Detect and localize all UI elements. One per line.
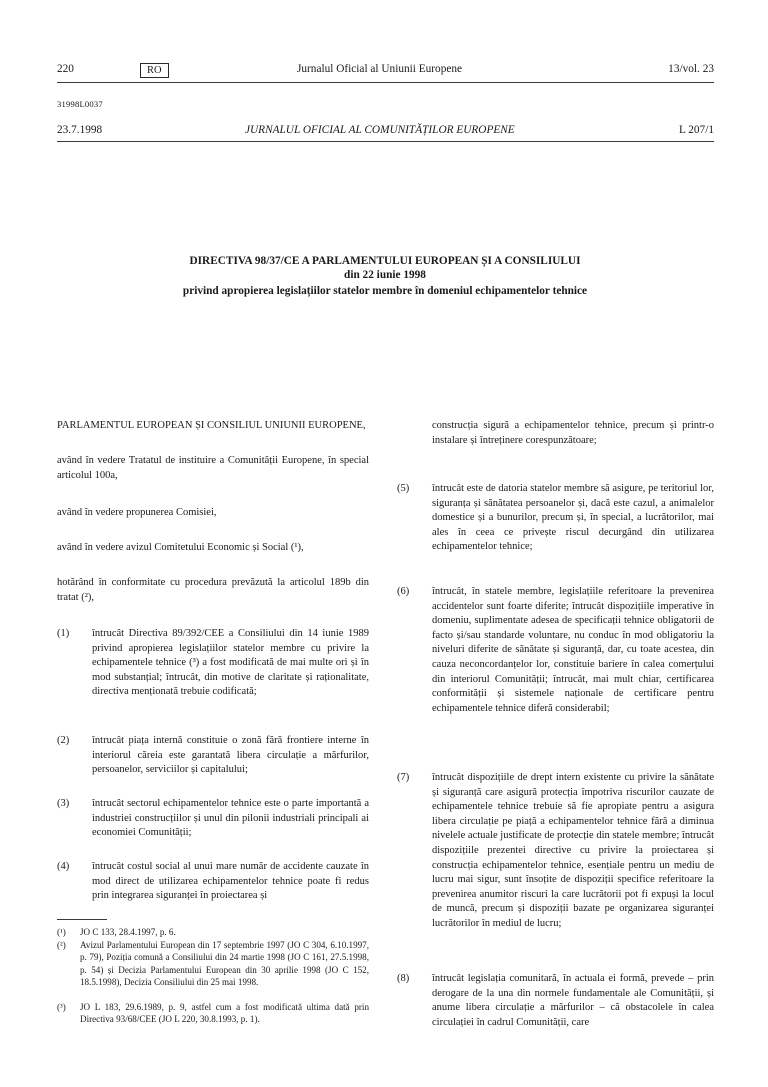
recital-5 xyxy=(397,482,714,557)
recital-number: (1) xyxy=(57,628,70,639)
recital-3 xyxy=(57,797,369,847)
citation-committee: având în vedere avizul Comitetului Economic și Social (¹), xyxy=(57,542,304,553)
recital-number: (8) xyxy=(397,973,410,984)
recital-text: întrucât este de datoria statelor membre să asigure, pe teritoriul lor, siguranța și sănătatea persoanelor și, dacă este cazul, a animalelor domestice și a bunurilor, precum și, în special, a lucrătorilor, mai ales în ceea ce privește riscul decurgând din utilizarea echipamentelor tehnice; xyxy=(432,483,714,553)
preamble-intro: PARLAMENTUL EUROPEAN ȘI CONSILIUL UNIUNII EUROPENE, xyxy=(57,420,366,431)
footnote-3 xyxy=(57,1001,369,1027)
footnote-2 xyxy=(57,939,369,1001)
recital-text: întrucât legislația comunitară, în actuala ei formă, prevede – prin derogare de la una din normele fundamentale ale Comunității, și anume libera circulație a mărfurilor – că obstacolele în calea circulației în cadrul Comunității, care xyxy=(432,973,714,1028)
directive-title-subject: privind apropierea legislațiilor statelor membre în domeniul echipamentelor tehnice xyxy=(182,285,588,297)
footnote-1 xyxy=(57,926,369,939)
directive-title-date: din 22 iunie 1998 xyxy=(344,269,426,281)
recital-2 xyxy=(57,734,369,784)
recital-text: întrucât, în statele membre, legislațiile referitoare la prevenirea accidentelor sunt foarte diferite; întrucât dispozițiile imperative în domeniu, suplimentate adesea de specificații tehnice obligatorii de facto și/sau standarde voluntare, nu conduc în mod obligatoriu la niveluri diferite de sănătate și siguranță, dar, cu toate acestea, din cauza neconcordanțelor lor, constituie bariere în calea comerțului din interiorul Comunității; întrucât, mai mult chiar, certificarea conformității și sistemele naționale de certificare pentru echipamentele tehnice diferă considerabil; xyxy=(432,586,714,714)
recital-text: întrucât dispozițiile de drept intern existente cu privire la sănătate și siguranță care asigură protecția împotriva riscurilor cauzate de echipamentele tehnice trebuie să fie apropiate pentru a asigura libera circulație pe piață a echipamentelor tehnice fără a diminua nivelele actuale justificate de protecție din statele membre; întrucât dispozițiile prezentei directive cu privire la proiectarea și construcția echipamentelor tehnice, esențiale pentru un mediu de lucru mai sigur, sunt însoțite de dispoziții specifice referitoare la prevenirea anumitor riscuri la care lucrătorii pot fi expuși la locul de muncă, precum și dispoziții bazate pe organizarea siguranței lucrătorilor în mediul de lucru; xyxy=(432,772,714,929)
footnote-marker: (³) xyxy=(57,1002,66,1012)
recital-number: (4) xyxy=(57,861,70,872)
recital-number: (2) xyxy=(57,735,70,746)
original-reference: L 207/1 xyxy=(678,124,714,136)
celex-number: 31998L0037 xyxy=(57,99,103,109)
recital-4 xyxy=(57,860,369,910)
header-rule xyxy=(57,82,714,83)
recital-8 xyxy=(397,972,714,1032)
footnote-text: JO C 133, 28.4.1997, p. 6. xyxy=(80,927,176,937)
recital-text: întrucât sectorul echipamentelor tehnice este o parte importantă a industriei construcțiilor și unul din pilonii industriali principali ai economiei Comunității; xyxy=(92,798,369,839)
recital-4-continuation: construcția sigură a echipamentelor tehnice, precum și printr-o instalare și întreținere corespunzătoare; xyxy=(432,420,714,446)
original-header-rule xyxy=(57,141,714,142)
recital-text: întrucât costul social al unui mare număr de accidente cauzate în mod direct de utilizarea echipamentelor tehnice poate fi redus prin integrarea siguranței în proiectarea și xyxy=(92,861,369,902)
footnote-separator xyxy=(57,919,107,920)
citation-treaty: având în vedere Tratatul de instituire a Comunității Europene, în special articolul 100a, xyxy=(57,455,369,481)
recital-text: întrucât piața internă constituie o zonă fără frontiere interne în interiorul căreia este garantată libera circulație a mărfurilor, persoanelor, serviciilor și capitalului; xyxy=(92,735,369,776)
citation-procedure: hotărând în conformitate cu procedura prevăzută la articolul 189b din tratat (²), xyxy=(57,577,369,603)
footnote-marker: (¹) xyxy=(57,927,66,937)
recital-1 xyxy=(57,627,369,707)
footnote-text: Avizul Parlamentului European din 17 septembrie 1997 (JO C 304, 6.10.1997, p. 79), Poziția comună a Consiliului din 24 martie 1998 (JO C 161, 27.5.1998, p. 54) și Decizia Parlamentului European din 30 aprilie 1998 (JO C 152, 18.5.1998), Decizia Consiliului din 25 mai 1998. xyxy=(80,940,369,988)
recital-number: (5) xyxy=(397,483,410,494)
recital-text: întrucât Directiva 89/392/CEE a Consiliului din 14 iunie 1989 privind apropierea legislațiilor statelor membre cu privire la echipamentele tehnice (³) a fost modificată de mai multe ori și în mod substanțial; întrucât, din motive de claritate și raționalitate, directiva menționată trebuie codificată; xyxy=(92,628,369,698)
citation-commission: având în vedere propunerea Comisiei, xyxy=(57,507,217,518)
volume-number: 13/vol. 23 xyxy=(668,63,714,75)
recital-number: (3) xyxy=(57,798,70,809)
directive-title-line1: DIRECTIVA 98/37/CE A PARLAMENTULUI EUROPEAN ȘI A CONSILIULUI xyxy=(189,255,581,267)
recital-number: (6) xyxy=(397,586,410,597)
footnote-marker: (²) xyxy=(57,940,66,950)
recital-7 xyxy=(397,771,714,936)
footnote-text: JO L 183, 29.6.1989, p. 9, astfel cum a fost modificată ultima dată prin Directiva 93/68/CEE (JO L 220, 30.8.1993, p. 1). xyxy=(80,1002,369,1025)
recital-6 xyxy=(397,585,714,735)
recital-number: (7) xyxy=(397,772,410,783)
language-code-box: RO xyxy=(140,63,169,78)
page-number: 220 xyxy=(57,63,74,75)
original-journal-title: JURNALUL OFICIAL AL COMUNITĂȚILOR EUROPENE xyxy=(245,124,515,136)
journal-title: Jurnalul Oficial al Uniunii Europene xyxy=(297,63,463,75)
original-date: 23.7.1998 xyxy=(57,124,103,136)
